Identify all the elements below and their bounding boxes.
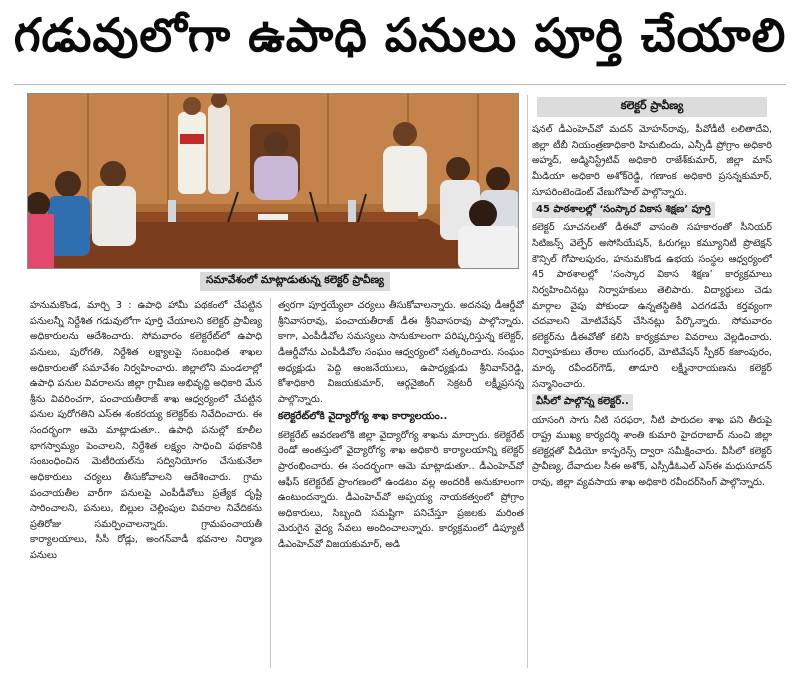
headline: గడువులోగా ఉపాధి పనులు పూర్తి చేయాలి <box>13 8 787 62</box>
byline: కలెక్టర్ ప్రావీణ్య <box>537 97 767 117</box>
column2-paragraph-2: కలెక్టరేట్ ఆవరణలోకి జిల్లా వైద్యారోగ్య శాఖను మార్చారు. కలెక్టరేట్ రెండో అంతస్తులో వైద్యారోగ్య శాఖ అధికారి కార్యాలయాన్ని కలెక్టర్ ప్రారంభించారు. ఈ సందర్భంగా ఆమె మాట్లాడుతూ.. డీఎంహెచ్‌వో ఆఫీస్ కలెక్టరేట్ ప్రాంగణంలో ఉండటం వల్ల అందరికీ అనుకూలంగా ఉంటుందన్నారు. డీఎంహెచ్‌వో అప్పయ్య నాయకత్వంలో ప్రోగ్రాం అధికారులు, సిబ్బంది సమష్టిగా పనిచేస్తూ ప్రజలకు మరింత మెరుగైన వైద్య సేవలు అందించాలన్నారు. కార్యక్రమంలో డిప్యూటీ డీఎంహెచ్‌వో విజయకుమార్, అడి <box>278 429 524 551</box>
column3-subhead-2: వీసీలో పాల్గొన్న కలెక్టర్.. <box>532 394 633 410</box>
column3-subhead-1: 45 పాఠశాలల్లో ‘సంస్కార వికాస శిక్షణ’ పూర్తి <box>532 202 715 218</box>
meeting-photo-illustration <box>28 94 519 269</box>
article-column-2 <box>278 298 524 668</box>
column-divider <box>527 95 528 668</box>
column2-subhead: కలెక్టరేట్‌లోకి వైద్యారోగ్య శాఖ కార్యాలయం.. <box>278 411 448 423</box>
column-divider <box>270 298 271 668</box>
article-column-1 <box>30 298 262 668</box>
column2-paragraph-1: త్వరగా పూర్తయ్యేలా చర్యలు తీసుకోవాలన్నారు. అదనపు డీఆర్డీవో శ్రీనివాసరావు, పంచాయతీరాజ్ డీఈ శ్రీనివాసరావు పాల్గొన్నారు. కాగా, ఎంపీడీవోల సమస్యలు సానుకూలంగా పరిష్కరిస్తున్న కలెక్టర్, డీఆర్డీవోను ఎంపీడీవోల సంఘం ఆధ్వర్యంలో సత్కరించారు. సంఘం అధ్యక్షుడు పెద్ది ఆంజనేయులు, ఉపాధ్యక్షుడు శ్రీనివాస్‌రెడ్డి, కోశాధికారి విజయకుమార్, ఆర్గనైజింగ్ సెక్రటరీ లక్ష్మీప్రసన్న పాల్గొన్నారు. <box>278 300 524 405</box>
headline-rule <box>14 84 786 85</box>
column1-text: హనుమకొండ, మార్చి 3 : ఉపాధి హామీ పథకంలో చేపట్టిన పనులన్నీ నిర్దేశిత గడువులోగా పూర్తి చేయాలని కలెక్టర్ ప్రావీణ్య అధికారులను ఆదేశించారు. సోమవారం కలెక్టరేట్‌లో ఉపాధి పనులు, పురోగతి, నిర్దేశిత లక్ష్యాలపై సంబంధిత శాఖల అధికారులతో సమావేశం నిర్వహించారు. జిల్లాలోని మండలాల్లో ఉపాధి పనుల వివరాలను జిల్లా గ్రామీణ అభివృద్ధి అధికారి మేన శ్రీను వివరించగా, పంచాయతీరాజ్ శాఖ ఆధ్వర్యంలో చేపట్టిన పనుల పురోగతిని ఎస్‌ఈ శంకరయ్య కలెక్టర్‌కు నివేదించారు. ఈ సందర్భంగా ఆమె మాట్లాడుతూ.. ఉపాధి పనుల్లో కూలీల భాగస్వామ్యం పెంచాలని, నిర్దేశిత లక్ష్యం సాధించి పథకానికి సంబంధించిన మెటీరియల్‌ను సద్వినియోగం చేసుకునేలా అధికారులు చర్యలు తీసుకోవాలని ఆదేశించారు. గ్రామ పంచాయతీల వారీగా పనులపై ఎంపీడీవోలు ప్రత్యేక దృష్టి సారించాలని, పనులు, బిల్లుల చెల్లింపుల వివరాల నివేదికను ప్రతిరోజు సమర్పించాలన్నారు. గ్రామపంచాయతీ కార్యాలయాలు, సీసీ రోడ్లు, అంగన్‌వాడీ భవనాల నిర్మాణ పనులు <box>30 300 262 561</box>
column3-paragraph-1: షనల్ డీఎంహెచ్‌వో మదన్ మోహన్‌రావు, పీవోడీటీ లలితాదేవి, జిల్లా టీబీ నియంత్రణాధికారి హిమబిందు, ఎన్సీడీ ప్రోగ్రాం అధికారి అహ్మద్, అడ్మినిస్ట్రేటివ్ అధికారి రాజేశ్‌కుమార్, జిల్లా మాస్ మీడియా అధికారి అశోక్‌రెడ్డి, గణాంక అధికారి ప్రసన్నకుమార్, సూపరింటెండెంట్ వేణుగోపాల్ పాల్గొన్నారు. <box>532 124 772 198</box>
photo-caption: సమావేశంలో మాట్లాడుతున్న కలెక్టర్ ప్రావీణ్య <box>200 272 390 291</box>
meeting-photo <box>27 93 519 269</box>
column3-paragraph-3: యాసంగి సాగు నీటి సరఫరా, నీటి పారుదల శాఖ పని తీరుపై రాష్ట్ర ముఖ్య కార్యదర్శి శాంతి కుమారి హైదరాబాద్ నుంచి జిల్లా కలెక్టర్లతో వీడియో కాన్ఫరెన్స్ ద్వారా సమీక్షించారు. వీసీలో కలెక్టర్ ప్రావీణ్య, దేవాదుల సీఈ అశోక్, ఎస్సీడీఓఎల్ ఎస్ఈ మధుసూదన్ రావు, జిల్లా వ్యవసాయ శాఖ అధికారి రవీందర్‌సింగ్ పాల్గొన్నారు. <box>532 414 772 489</box>
article-column-3 <box>532 122 772 668</box>
column3-paragraph-2: కలెక్టర్ సూచనలతో డీఈవో వాసంతి సహకారంతో సీనియర్ సిటిజన్స్ వెల్ఫేర్ అసోసియేషన్, ఓరుగల్లు కమ్యూనిటీ ప్రొటెక్షన్ కౌన్సిల్ గోపాలపురం, హనుమకొండ ఉభయ సంస్థల ఆధ్వర్యంలో 45 పాఠశాలల్లో ‘సంస్కార వికాస శిక్షణ’ కార్యక్రమాలు నిర్వహించినట్లు నిర్వాహకులు తెలిపారు. విద్యార్థులు చెడు మార్గాల వైపు పోకుండా ఉన్నతస్థితికి ఎదగడమే కర్తవ్యంగా చదవాలని మోటివేషన్ చేసినట్లు పేర్కొన్నారు. సోమవారం కలెక్టర్‌ను డీఈవోతో కలిసి కార్యక్రమాల వివరాలు వెల్లడించారు. నిర్వాహకులు తేరాల యుగంధర్, మోటివేషన్ స్పీకర్ కజాంపురం, మార్క రవీందర్‌గౌడ్, తాడూరి లక్ష్మీనారాయణను కలెక్టర్ సన్మానించారు. <box>532 222 772 390</box>
